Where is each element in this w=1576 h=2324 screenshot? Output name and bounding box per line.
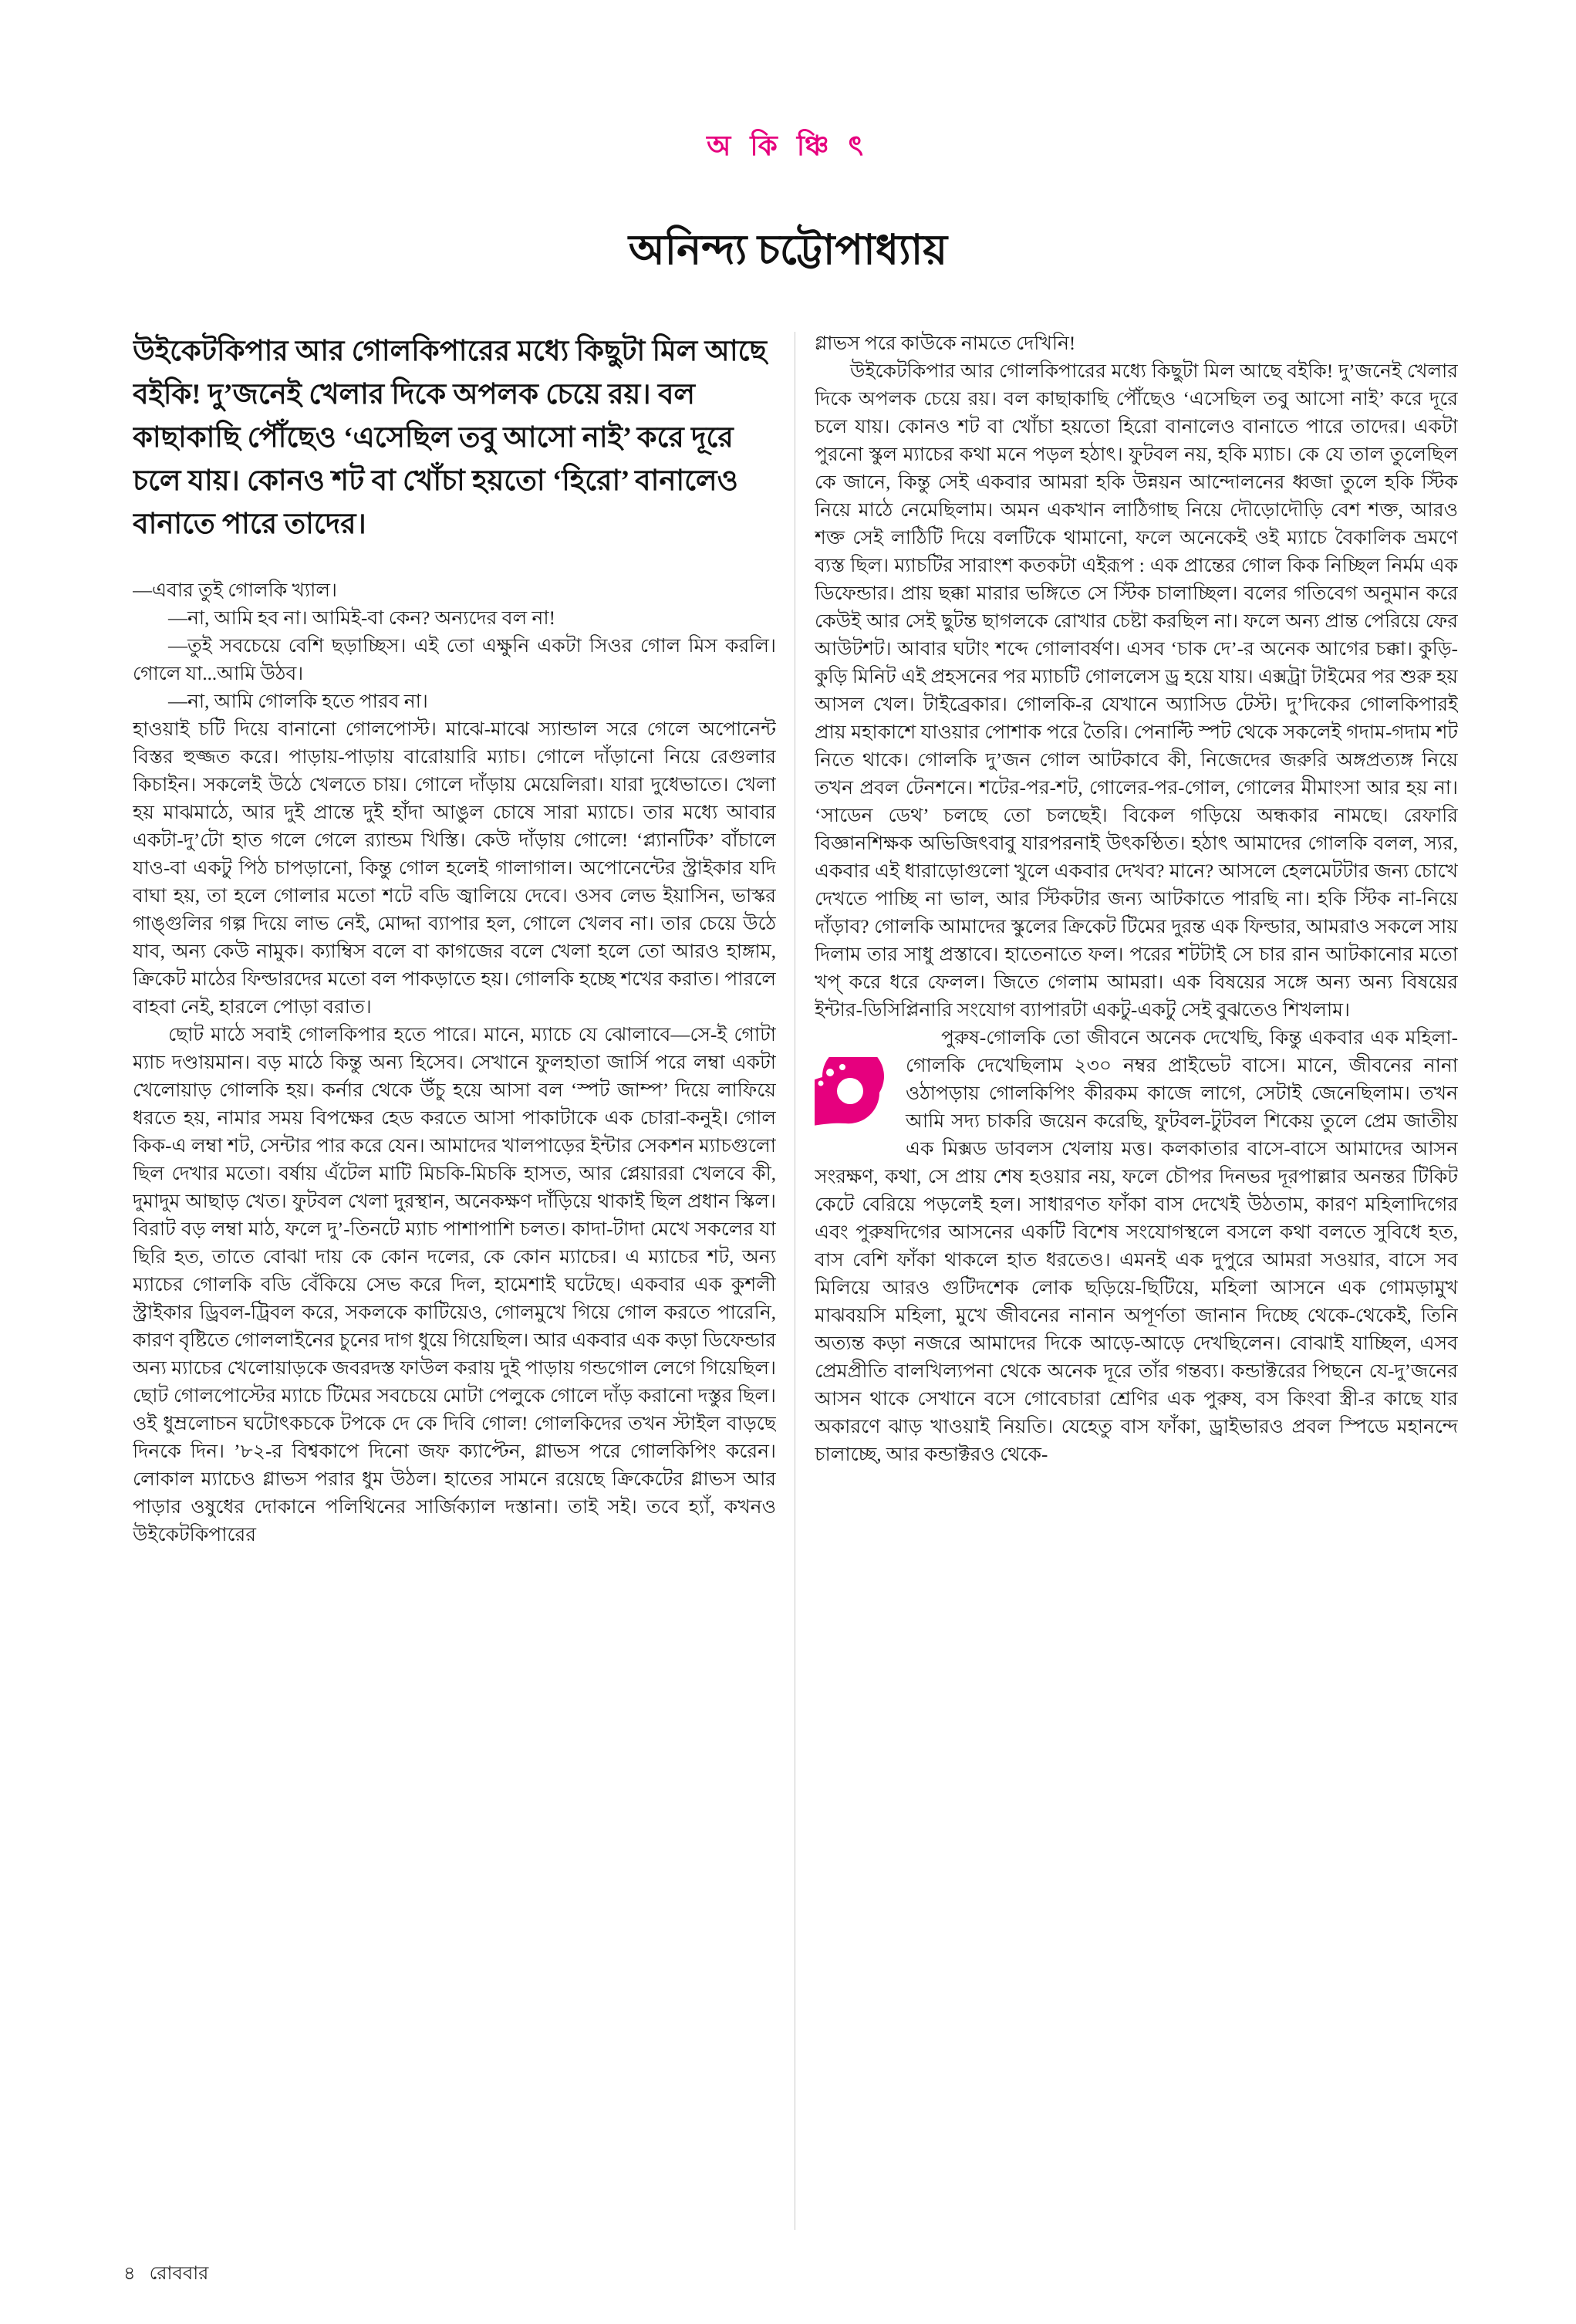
dialogue-line: —না, আমি হব না। আমিই-বা কেন? অন্যদের বল না! [168,608,555,629]
magazine-name: রোববার [149,2264,209,2284]
body-paragraph [815,1025,1458,1469]
dialogue-line: —এবার তুই গোলকি খ্যাল। [133,580,337,601]
whistle-icon [815,1057,889,1157]
continuation-line: গ্লাভস পরে কাউকে নামতে দেখিনি! [815,333,1076,354]
dialogue-line: —না, আমি গোলকি হতে পারব না। [168,691,428,712]
page-footer [123,2259,208,2290]
body-paragraph: উইকেটকিপার আর গোলকিপারের মধ্যে কিছুটা মিল আছে বইকি! দু’জনেই খেলার দিকে অপলক চেয়ে রয়। বল কাছাকাছি পৌঁছেও ‘এসেছিল তবু আসো নাই’ করে দূরে চলে যায়। কোনও শট বা খোঁচা হয়তো হিরো বানালেও বানাতে পারে তাদের। একটা পুরনো স্কুল ম্যাচের কথা মনে পড়ল হঠাৎ। ফুটবল নয়, হকি ম্যাচ। কে যে তাল তুলেছিল কে জানে, কিন্তু সেই একবার আমরা হকি উন্নয়ন আন্দোলনের ধ্বজা তুলে হকি স্টিক নিয়ে মাঠে নেমেছিলাম। অমন একখান লাঠিগাছ নিয়ে দৌড়োদৌড়ি বেশ শক্ত, আরও শক্ত সেই লাঠিটি দিয়ে বলটিকে থামানো, ফলে অনেকেই ওই ম্যাচে বৈকালিক ভ্রমণে ব্যস্ত ছিল। ম্যাচটির সারাংশ কতকটা এইরূপ : এক প্রান্তের গোল কিক নিচ্ছিল নির্মম এক ডিফেন্ডার। প্রায় ছক্কা মারার ভঙ্গিতে সে স্টিক চালাচ্ছিল। বলের গতিবেগ অনুমান করে কেউই আর সেই ছুটন্ত ছাগলকে রোখার চেষ্টা করছিল না। ফলে অন্য প্রান্ত পেরিয়ে ফের আউটশট। আবার ঘটাং শব্দে গোলাবর্ষণ। এসব ‘চাক দে’-র অনেক আগের চক্কা। কুড়ি-কুড়ি মিনিট এই প্রহসনের পর ম্যাচটি গোললেস ড্র হয়ে যায়। এক্সট্রা টাইমের পর শুরু হয় আসল খেল। টাইব্রেকার। গোলকি-র যেখানে অ্যাসিড টেস্ট। দু’দিকের গোলকিপারই প্রায় মহাকাশে যাওয়ার পোশাক পরে তৈরি। পেনাল্টি স্পট থেকে সকলেই গদাম-গদাম শট নিতে থাকে। গোলকি দু’জন গোল আটকাবে কী, নিজেদের জরুরি অঙ্গপ্রত্যঙ্গ নিয়ে তখন প্রবল টেনশনে। শটের-পর-শট, গোলের-পর-গোল, গোলের মীমাংসা আর হয় না। ‘সাডেন ডেথ’ চলছে তো চলছেই। বিকেল গড়িয়ে অন্ধকার নামছে। রেফারি বিজ্ঞানশিক্ষক অভিজিৎবাবু যারপরনাই উৎকণ্ঠিত। হঠাৎ আমাদের গোলকি বলল, স্যর, একবার এই ধারাড়োগুলো খুলে একবার দেখব? মানে? আসলে হেলমেটটার জন্য চোখে দেখতে পাচ্ছি না ভাল, আর স্টিকটার জন্য আটকাতে পারছি না। হকি স্টিক না-নিয়ে দাঁড়াব? গোলকি আমাদের স্কুলের ক্রিকেট টিমের দুরন্ত এক ফিল্ডার, আমরাও সকলে সায় দিলাম তার সাধু প্রস্তাবে। হাতেনাতে ফল। পরের শটটাই সে চার রান আটকানোর মতো খপ্ করে ধরে ফেলল। জিতে গেলাম আমরা। এক বিষয়ের সঙ্গে অন্য অন্য বিষয়ের ইন্টার-ডিসিপ্লিনারি সংযোগ ব্যাপারটা একটু-একটু সেই বুঝতেও শিখলাম। [815,361,1458,1021]
dialogue-line: —তুই সবচেয়ে বেশি ছড়াচ্ছিস। এই তো এক্ষুনি একটা সিওর গোল মিস করলি। গোলে যা...আমি উঠব। [133,636,776,684]
page-title: অনিন্দ্য চট্টোপাধ্যায় [628,227,948,273]
section-kicker: অ কি ঞ্চি ৎ [707,130,869,161]
page-number: ৪ [123,2264,136,2284]
left-column [133,330,776,2242]
intro-paragraph: উইকেটকিপার আর গোলকিপারের মধ্যে কিছুটা মিল আছে বইকি! দু’জনেই খেলার দিকে অপলক চেয়ে রয়। বল কাছাকাছি পৌঁছেও ‘এসেছিল তবু আসো নাই’ করে দূরে চলে যায়। কোনও শট বা খোঁচা হয়তো ‘হিরো’ বানালেও বানাতে পারে তাদের। [133,336,767,540]
body-paragraph: হাওয়াই চটি দিয়ে বানানো গোলপোস্ট। মাঝে-মাঝে স্যান্ডাল সরে গেলে অপোনেন্ট বিস্তর হুজ্জত করে। পাড়ায়-পাড়ায় বারোয়ারি ম্যাচ। গোলে দাঁড়ানো নিয়ে রেগুলার কিচাইন। সকলেই উঠে খেলতে চায়। গোলে দাঁড়ায় মেয়েলিরা। যারা দুধেভাতে। খেলা হয় মাঝমাঠে, আর দুই প্রান্তে দুই হাঁদা আঙুল চোষে সারা ম্যাচে। তার মধ্যে আবার একটা-দু’টো হাত গলে গেলে র‍্যান্ডম খিস্তি। কেউ দাঁড়ায় গোলে! ‘প্ল্যানটিক’ বাঁচালে যাও-বা একটু পিঠ চাপড়ানো, কিন্তু গোল হলেই গালাগাল। অপোনেন্টের স্ট্রাইকার যদি বাঘা হয়, তা হলে গোলার মতো শটে বডি জ্বালিয়ে দেবে। ওসব লেভ ইয়াসিন, ভাস্কর গাঙ্গুলির গল্প দিয়ে লাভ নেই, মোদ্দা ব্যাপার হল, গোলে খেলব না। তার চেয়ে উঠে যাব, অন্য কেউ নামুক। ক্যাম্বিস বলে বা কাগজের বলে খেলা হলে তো আরও হাঙ্গাম, ক্রিকেট মাঠের ফিল্ডারদের মতো বল পাকড়াতে হয়। গোলকি হচ্ছে শখের করাত। পারলে বাহবা নেই, হারলে পোড়া বরাত। [133,719,776,1018]
body-paragraph-text: পুরুষ-গোলকি তো জীবনে অনেক দেখেছি, কিন্তু একবার এক মহিলা-গোলকি দেখেছিলাম ২৩০ নম্বর প্রাইভেট বাসে। মানে, জীবনের নানা ওঠাপড়ায় গোলকিপিং কীরকম কাজে লাগে, সেটাই জেনেছিলাম। তখন আমি সদ্য চাকরি জয়েন করেছি, ফুটবল-টুটবল শিকেয় তুলে প্রেম জাতীয় এক মিক্সড ডাবলস খেলায় মত্ত। কলকাতার বাসে-বাসে আমাদের আসন সংরক্ষণ, কথা, সে প্রায় শেষ হওয়ার নয়, ফলে চৌপর দিনভর দূরপাল্লার অনন্তর টিকিট কেটে বেরিয়ে পড়লেই হল। সাধারণত ফাঁকা বাস দেখেই উঠতাম, কারণ মহিলাদিগের এবং পুরুষদিগের আসনের একটি বিশেষ সংযোগস্থলে বসলে কথা বলতে সুবিধে হত, বাস বেশি ফাঁকা থাকলে হাত ধরতেও। এমনই এক দুপুরে আমরা সওয়ার, বাসে সব মিলিয়ে আরও গুটিদশেক লোক ছড়িয়ে-ছিটিয়ে, মহিলা আসনে এক গোমড়ামুখ মাঝবয়সি মহিলা, মুখে জীবনের নানান অপূর্ণতা জানান দিচ্ছে থেকে-থেকেই, তিনি অত্যন্ত কড়া নজরে আমাদের দিকে আড়ে-আড়ে দেখছিলেন। বোঝাই যাচ্ছিল, এসব প্রেমপ্রীতি বালখিল্যপনা থেকে অনেক দূরে তাঁর গন্তব্য। কন্ডাক্টরের পিছনে যে-দু’জনের আসন থাকে সেখানে বসে গোবেচারা শ্রেণির এক পুরুষ, বস কিংবা স্ত্রী-র কাছে যার অকারণে ঝাড় খাওয়াই নিয়তি। যেহেতু বাস ফাঁকা, ড্রাইভারও প্রবল স্পিডে মহানন্দে চালাচ্ছে, আর কন্ডাক্টরও থেকে- [815,1028,1458,1465]
body-paragraph: ছোট মাঠে সবাই গোলকিপার হতে পারে। মানে, ম্যাচে যে ঝোলাবে—সে-ই গোটা ম্যাচ দণ্ডায়মান। বড় মাঠে কিন্তু অন্য হিসেব। সেখানে ফুলহাতা জার্সি পরে লম্বা একটা খেলোয়াড় গোলকি হয়। কর্নার থেকে উঁচু হয়ে আসা বল ‘স্পট জাম্প’ দিয়ে লাফিয়ে ধরতে হয়, নামার সময় বিপক্ষের হেড করতে আসা পাকাটাকে এক চোরা-কনুই। গোল কিক-এ লম্বা শট, সেন্টার পার করে যেন। আমাদের খালপাড়ের ইন্টার সেকশন ম্যাচগুলো ছিল দেখার মতো। বর্ষায় এঁটেল মাটি মিচকি-মিচকি হাসত, আর প্লেয়াররা খেলবে কী, দুমাদুম আছাড় খেত। ফুটবল খেলা দুরস্থান, অনেকক্ষণ দাঁড়িয়ে থাকাই ছিল প্রধান স্কিল। বিরাট বড় লম্বা মাঠ, ফলে দু’-তিনটে ম্যাচ পাশাপাশি চলত। কাদা-টাদা মেখে সকলের যা ছিরি হত, তাতে বোঝা দায় কে কোন দলের, কে কোন ম্যাচের। এ ম্যাচের শট, অন্য ম্যাচের গোলকি বডি বেঁকিয়ে সেভ করে দিল, হামেশাই ঘটেছে। একবার এক কুশলী স্ট্রাইকার ড্রিবল-ট্রিবল করে, সকলকে কাটিয়েও, গোলমুখে গিয়ে গোল করতে পারেনি, কারণ বৃষ্টিতে গোললাইনের চুনের দাগ ধুয়ে গিয়েছিল। আর একবার এক কড়া ডিফেন্ডার অন্য ম্যাচের খেলোয়াড়কে জবরদস্ত ফাউল করায় দুই পাড়ায় গন্ডগোল লেগে গিয়েছিল। ছোট গোলপোস্টের ম্যাচে টিমের সবচেয়ে মোটা পেলুকে গোলে দাঁড় করানো দস্তুর ছিল। ওই ধুম্রলোচন ঘটোৎকচকে টপকে দে কে দিবি গোল! গোলকিদের তখন স্টাইল বাড়ছে দিনকে দিন। ’৮২-র বিশ্বকাপে দিনো জফ ক্যাপ্টেন, গ্লাভস পরে গোলকিপিং করেন। লোকাল ম্যাচেও গ্লাভস পরার ধুম উঠল। হাতের সামনে রয়েছে ক্রিকেটের গ্লাভস আর পাড়ার ওষুধের দোকানে পলিথিনের সার্জিক্যাল দস্তানা। তাই সই। তবে হ্যাঁ, কখনও উইকেটকিপারের [133,1025,776,1545]
right-column [815,330,1458,2242]
